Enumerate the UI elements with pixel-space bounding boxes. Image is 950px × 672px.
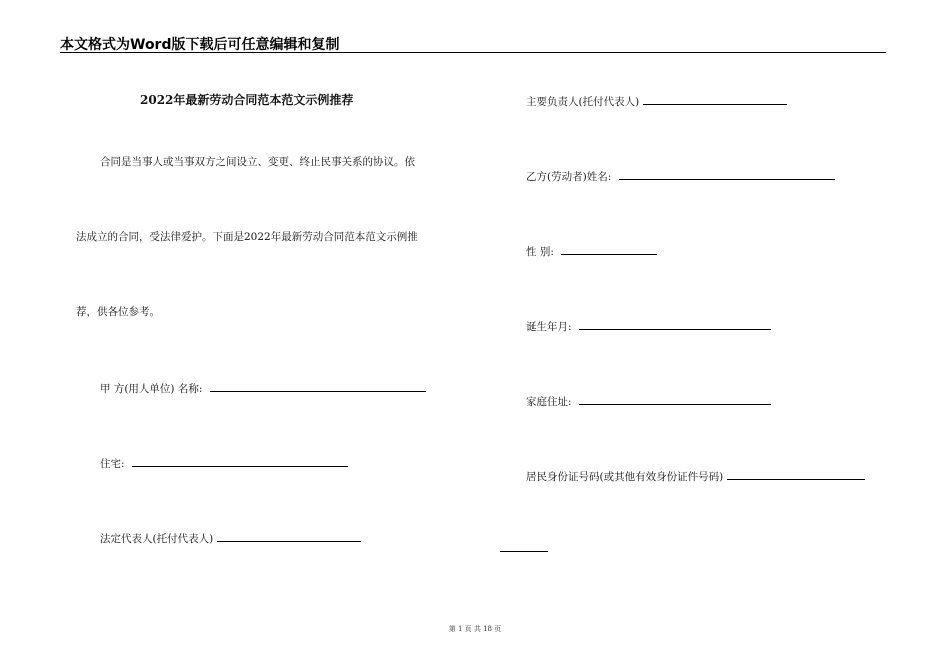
page-footer: 第 1 页 共 18 页 [448, 625, 502, 633]
principal-field [526, 94, 787, 108]
id-number-blank [727, 469, 865, 480]
intro-paragraph-line-3: 荐，供各位参考。 [76, 306, 160, 318]
document-title: 2022年最新劳动合同范本范文示例推荐 [140, 93, 354, 107]
header-rule [60, 52, 886, 53]
id-number-blank-continuation [500, 551, 548, 552]
intro-paragraph-line-1: 合同是当事人或当事双方之间设立、变更、终止民事关系的协议。依 [100, 156, 415, 168]
address-blank [132, 456, 348, 467]
gender-field [526, 244, 657, 258]
gender-blank [561, 244, 657, 255]
home-address-field [526, 394, 771, 408]
legal-rep-field [100, 531, 361, 545]
birth-blank [579, 319, 771, 330]
id-number-label: 居民身份证号码(或其他有效身份证件号码) [526, 471, 724, 483]
home-address-label: 家庭住址: [526, 396, 572, 408]
principal-blank [643, 94, 787, 105]
principal-label: 主要负责人(托付代表人) [526, 96, 640, 108]
home-address-blank [579, 394, 771, 405]
legal-rep-blank [217, 531, 361, 542]
party-a-name-blank [210, 381, 426, 392]
address-field [100, 456, 348, 470]
birth-field [526, 319, 771, 333]
party-b-name-blank [619, 169, 835, 180]
party-a-name-label: 甲 方(用人单位) 名称: [100, 383, 203, 395]
document-header: 本文格式为Word版下载后可任意编辑和复制 [60, 37, 340, 53]
party-b-name-label: 乙方(劳动者)姓名: [526, 171, 612, 183]
address-label: 住宅: [100, 458, 125, 470]
party-a-name-field [100, 381, 426, 395]
id-number-field [526, 469, 865, 483]
birth-label: 诞生年月: [526, 321, 572, 333]
intro-paragraph-line-2: 法成立的合同，受法律爱护。下面是2022年最新劳动合同范本范文示例推 [76, 231, 418, 243]
gender-label: 性 别: [526, 246, 554, 258]
legal-rep-label: 法定代表人(托付代表人) [100, 533, 214, 545]
party-b-name-field [526, 169, 835, 183]
